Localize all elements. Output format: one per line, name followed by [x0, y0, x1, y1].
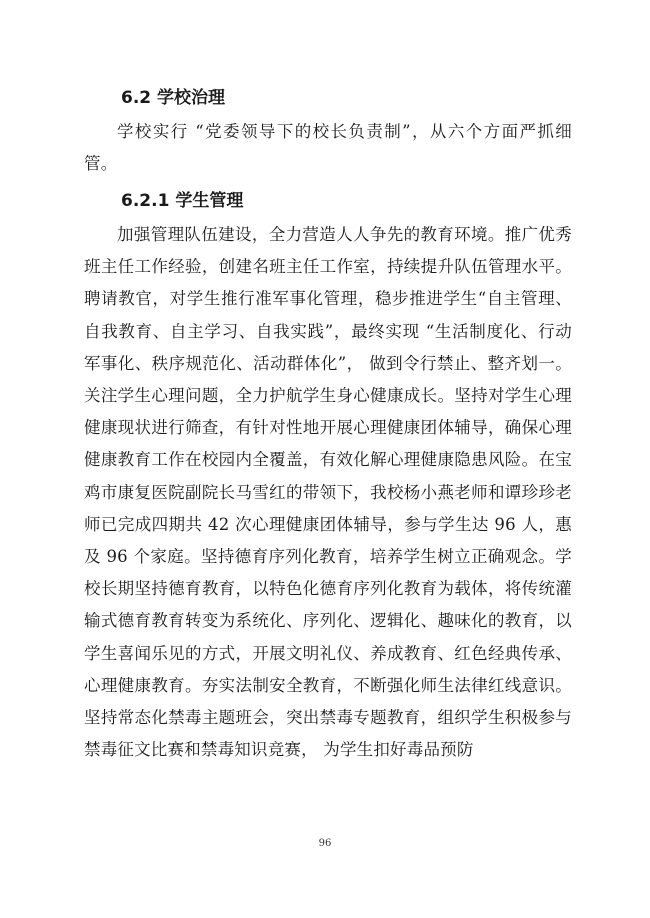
section-intro-paragraph: 学校实行 “党委领导下的校长负责制”，从六个方面严抓细管。 [84, 122, 572, 174]
page-number: 96 [318, 838, 332, 849]
section-heading: 6.2 学校治理 [121, 88, 226, 108]
subsection-heading: 6.2.1 学生管理 [121, 191, 244, 211]
subsection-body-paragraph: 加强管理队伍建设，全力营造人人争先的教育环境。推广优秀班主任工作经验，创建名班主任工作室，持续提升队伍管理水平。聘请教官，对学生推行准军事化管理，稳步推进学生“自主管理、自我教育、自主学习、自我实践”，最终实现 “生活制度化、行动军事化、秩序规范化、活动群体化”， 做到令行禁止、整齐划一。关注学生心理问题，全力护航学生身心健康成长。坚持对学生心理健康现状进行筛查，有针对性地开展心理健康团体辅导，确保心理健康教育工作在校园内全覆盖，有效化解心理健康隐患风险。在宝鸡市康复医院副院长马雪红的带领下，我校杨小燕老师和谭珍珍老师已完成四期共 42 次心理健康团体辅导，参与学生达 96 人，惠及 96 个家庭。坚持德育序列化教育，培养学生树立正确观念。学校长期坚持德育教育，以特色化德育序列化教育为载体，将传统灌输式德育教育转变为系统化、序列化、逻辑化、趣味化的教育，以学生喜闻乐见的方式，开展文明礼仪、养成教育、红色经典传承、心理健康教育。夯实法制安全教育，不断强化师生法律红线意识。坚持常态化禁毒主题班会，突出禁毒专题教育，组织学生积极参与禁毒征文比赛和禁毒知识竞赛， 为学生扣好毒品预防 [84, 225, 572, 760]
